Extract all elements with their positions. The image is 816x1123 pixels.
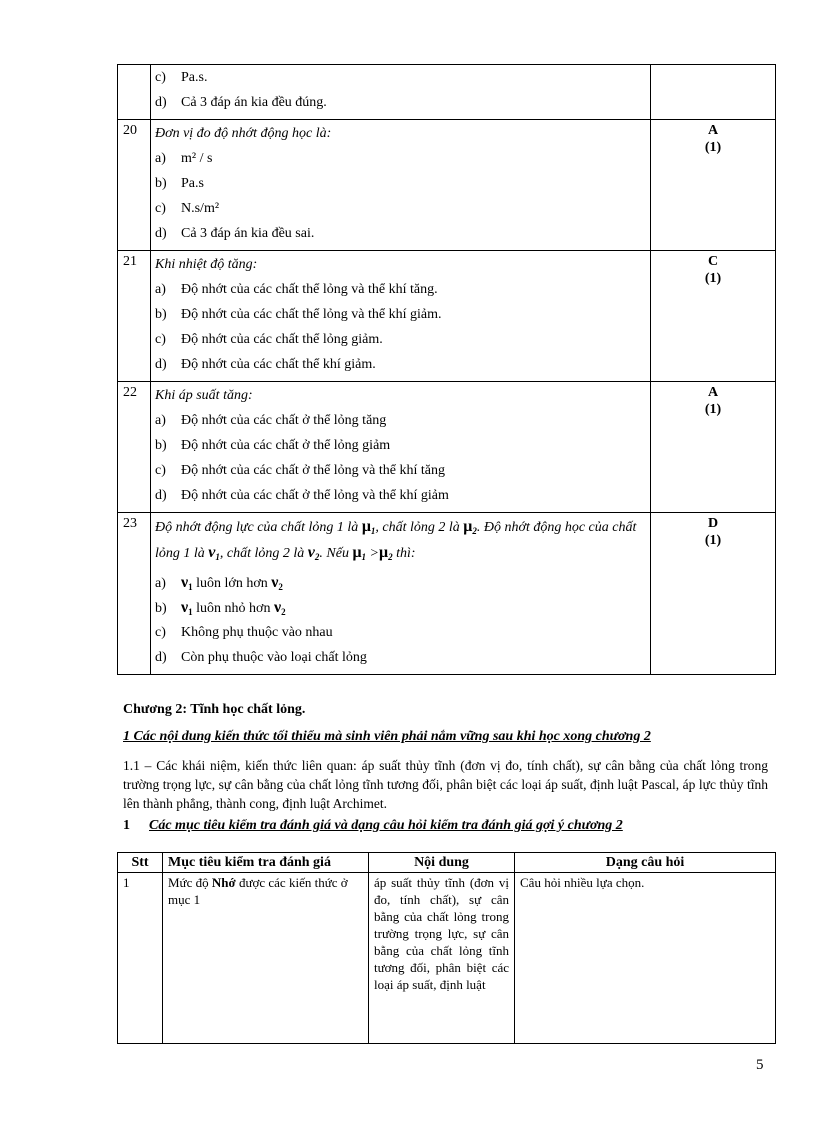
row-content: áp suất thủy tĩnh (đơn vị đo, tính chất), sự cân bằng của chất lỏng trong trường trọng lực, sự cân bằng của chất lỏng tĩnh tương đối, phân biệt các loại áp suất, định luật <box>369 873 515 1044</box>
row-goal: Mức độ Nhớ được các kiến thức ở mục 1 <box>163 873 369 1044</box>
row-type: Câu hỏi nhiều lựa chọn. <box>515 873 776 1044</box>
answer-cell <box>651 513 776 675</box>
header-content: Nội dung <box>369 853 515 873</box>
answer-level: (1) <box>704 140 722 155</box>
question-body <box>151 120 651 251</box>
question-stem: Đơn vị đo độ nhớt động học là: <box>155 126 332 141</box>
answer-letter: D <box>707 516 719 531</box>
header-goal: Mục tiêu kiểm tra đánh giá <box>163 853 369 873</box>
option-c: c) N.s/m² <box>155 201 220 216</box>
question-number: 22 <box>118 382 151 513</box>
mu-symbol: μ <box>378 544 389 561</box>
nu-symbol: ν <box>307 544 315 561</box>
section-heading-1: 1 Các nội dung kiến thức tối thiểu mà sinh viên phải nắm vững sau khi học xong chương 2 <box>123 729 651 744</box>
option-a: a) $\nu_1$ luôn lớn hơn $\nu_2$ <box>155 574 283 592</box>
mu-symbol: μ <box>361 518 371 535</box>
answer-letter: C <box>707 254 719 269</box>
option-d: d) Độ nhớt của các chất thể khí giảm. <box>155 357 376 372</box>
question-body <box>151 65 651 120</box>
answer-level: (1) <box>704 271 722 286</box>
question-body <box>151 513 651 675</box>
section-paragraph: 1.1 – Các khái niệm, kiến thức liên quan: áp suất thủy tĩnh (đơn vị đo, tính chất), sự cân bằng của chất lỏng trong trường trọng lực, sự cân bằng của chất lỏng tĩnh tương đối, phân biệt các loại áp suất, định luật Pascal, áp lực thủy tĩnh lên thành phẳng, thành cong, định luật Archimet. <box>123 758 768 811</box>
option-d: d) Độ nhớt của các chất ở thể lỏng và thể khí giảm <box>155 488 449 503</box>
option-d: d) Còn phụ thuộc vào loại chất lỏng <box>155 650 367 665</box>
option-b: b) Pa.s <box>155 176 204 191</box>
question-stem: Khi nhiệt độ tăng: <box>155 257 258 272</box>
answer-level: (1) <box>704 402 722 417</box>
table-row <box>118 873 776 1044</box>
question-number: 21 <box>118 251 151 382</box>
question-table <box>117 64 776 675</box>
answer-cell <box>651 382 776 513</box>
mu-symbol: μ <box>463 518 473 535</box>
option-d: d) Cả 3 đáp án kia đều đúng. <box>155 95 327 110</box>
header-stt: Stt <box>118 853 163 873</box>
goals-table <box>117 852 776 1044</box>
question-row-21 <box>118 251 776 382</box>
answer-cell <box>651 120 776 251</box>
option-d: d) Cả 3 đáp án kia đều sai. <box>155 226 315 241</box>
option-a: a) Độ nhớt của các chất thể lỏng và thể khí tăng. <box>155 282 438 297</box>
option-b: b) $\nu_1$ luôn nhỏ hơn $\nu_2$ <box>155 599 286 617</box>
page-number: 5 <box>756 1057 764 1073</box>
option-c: c) Độ nhớt của các chất thể lỏng giảm. <box>155 332 383 347</box>
question-number: 20 <box>118 120 151 251</box>
chapter-title: Chương 2: Tĩnh học chất lỏng. <box>123 702 306 717</box>
mu-symbol: μ <box>352 544 362 561</box>
section-heading-2: 1 Các mục tiêu kiểm tra đánh giá và dạng câu hỏi kiểm tra đánh giá gợi ý chương 2 <box>123 818 623 833</box>
answer-level: (1) <box>704 533 722 548</box>
answer-cell <box>651 65 776 120</box>
question-body <box>151 382 651 513</box>
goals-table-header <box>118 853 776 873</box>
nu-symbol: ν <box>208 544 216 561</box>
header-type: Dạng câu hỏi <box>515 853 776 873</box>
option-a: a) Độ nhớt của các chất ở thể lỏng tăng <box>155 413 387 428</box>
answer-letter: A <box>707 123 719 138</box>
question-row-23 <box>118 513 776 675</box>
question-number-cell <box>118 65 151 120</box>
question-body <box>151 251 651 382</box>
question-row-20 <box>118 120 776 251</box>
option-c: c) Pa.s. <box>155 70 208 85</box>
option-c: c) Độ nhớt của các chất ở thể lỏng và thể khí tăng <box>155 463 445 478</box>
answer-cell <box>651 251 776 382</box>
question-number: 23 <box>118 513 151 675</box>
question-stem: Độ nhớt động lực của chất lỏng 1 là $\mu_1$, chất lỏng 2 là $\mu_2$. Độ nhớt động học của chất lỏng 1 là $\nu_1$, chất lỏng 2 là $\nu_2$. Nếu $\mu_1 >\mu_2$ thì: <box>155 518 637 562</box>
answer-letter: A <box>707 385 719 400</box>
question-stem: Khi áp suất tăng: <box>155 388 253 403</box>
question-row-continuation <box>118 65 776 120</box>
option-c: c) Không phụ thuộc vào nhau <box>155 625 333 640</box>
question-row-22 <box>118 382 776 513</box>
option-a: a) m² / s <box>155 151 213 166</box>
row-stt: 1 <box>118 873 163 1044</box>
option-b: b) Độ nhớt của các chất thể lỏng và thể khí giảm. <box>155 307 442 322</box>
option-b: b) Độ nhớt của các chất ở thể lỏng giảm <box>155 438 391 453</box>
